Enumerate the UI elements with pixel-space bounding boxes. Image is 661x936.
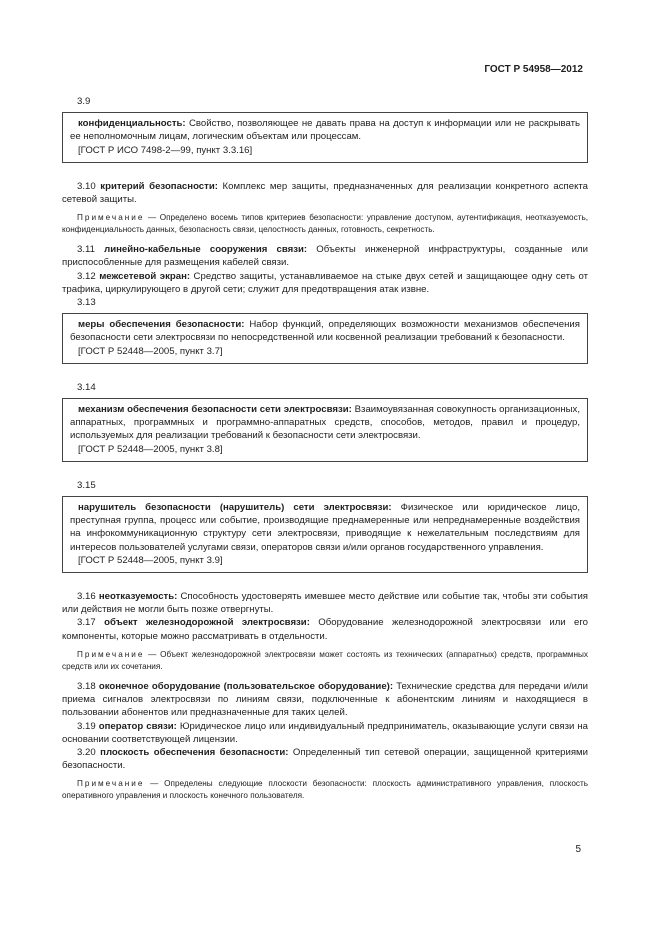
term: объект железнодорожной электросвязи: bbox=[104, 617, 310, 629]
document-page bbox=[62, 0, 588, 936]
term: механизм обеспечения безопасности сети электросвязи: bbox=[78, 404, 352, 416]
quoted-definition-box bbox=[62, 313, 588, 364]
entry-number: 3.9 bbox=[77, 96, 91, 107]
quoted-definition-box bbox=[62, 496, 588, 573]
entry-number: 3.14 bbox=[77, 381, 96, 393]
term: оконечное оборудование (пользовательское оборудование): bbox=[98, 680, 394, 692]
definition-text: Юридическое лицо или индивидуальный предприниматель, оказывающие услуги связи на основании соответствующей лицензии. bbox=[62, 720, 588, 745]
definition-text: Оборудование железнодорожной электросвязи или его компоненты, которые можно рассматривать в отдельности. bbox=[62, 617, 589, 642]
definition-text: Физическое или юридическое лицо, преступная группа, процесс или событие, производящие преднамеренные или непреднамеренные воздействия на инфокоммуникационную структуру сети электросвязи, приводящие к нежелательным последствиям для интересов пользователей услугами связи, операторов связи и/или органов государственного управления. bbox=[70, 502, 580, 553]
definition-text: Способность удостоверять имевшее место действие или событие так, чтобы эти события или действия не могли быть позже отвергнуты. bbox=[62, 591, 589, 616]
definition-text: Объекты инженерной инфраструктуры, созданные или приспособленные для размещения кабелей связи. bbox=[62, 244, 588, 269]
definition-text: Определенный тип сетевой операции, защищенной критериями безопасности. bbox=[62, 746, 588, 772]
note bbox=[62, 778, 588, 802]
entry-number: 3.13 bbox=[77, 297, 96, 309]
reference: [ГОСТ Р 52448—2005, пункт 3.9] bbox=[78, 554, 223, 566]
definition-paragraph bbox=[70, 403, 580, 443]
entry-number: 3.11 bbox=[77, 244, 95, 256]
reference: [ГОСТ Р 52448—2005, пункт 3.8] bbox=[78, 443, 223, 455]
note bbox=[62, 649, 588, 673]
definition-paragraph bbox=[62, 720, 588, 746]
note bbox=[62, 212, 588, 236]
term: плоскость обеспечения безопасности: bbox=[100, 746, 289, 758]
document-body bbox=[62, 95, 588, 802]
entry-number: 3.17 bbox=[77, 617, 96, 629]
definition-paragraph bbox=[62, 180, 588, 206]
entry-number: 3.12 bbox=[77, 270, 96, 282]
entry-number: 3.18 bbox=[77, 680, 96, 692]
page-number: 5 bbox=[575, 844, 581, 855]
definition-paragraph bbox=[62, 270, 588, 296]
term: критерий безопасности: bbox=[100, 180, 218, 192]
entry-number: 3.19 bbox=[77, 720, 96, 732]
quoted-definition-box bbox=[62, 398, 588, 462]
definition-paragraph bbox=[62, 243, 588, 269]
entry-number: 3.16 bbox=[77, 591, 96, 603]
definition-paragraph bbox=[62, 680, 588, 720]
note-text: — Определены следующие плоскости безопасности: плоскость административного управления, плоскость оперативного управления и плоскость конечного пользователя. bbox=[62, 779, 588, 801]
term: конфиденциальность: bbox=[78, 118, 186, 130]
document-header: ГОСТ Р 54958—2012 bbox=[484, 64, 583, 75]
definition-paragraph bbox=[62, 616, 588, 642]
term: нарушитель безопасности (нарушитель) сети электросвязи: bbox=[78, 502, 392, 514]
entry-number: 3.15 bbox=[77, 479, 96, 491]
definition-text: Свойство, позволяющее не давать права на доступ к информации или не раскрывать ее неполномочным лицам, логическим объектам или процессам. bbox=[70, 118, 580, 143]
definition-text: Технические средства для передачи и/или приема сигналов электросвязи по линиям связи, подключенные к абонентским линиям и находящиеся в пользовании абонентов или предназначенные для таких целей. bbox=[62, 680, 588, 719]
definition-paragraph bbox=[70, 117, 580, 143]
definition-paragraph bbox=[70, 318, 580, 344]
definition-paragraph bbox=[62, 590, 588, 616]
entry-number: 3.20 bbox=[77, 746, 96, 758]
reference: [ГОСТ Р 52448—2005, пункт 3.7] bbox=[78, 345, 223, 357]
note-text: — Объект железнодорожной электросвязи может состоять из технических (аппаратных) средств, программных средств или их сочетания. bbox=[62, 649, 588, 671]
note-label: Примечание bbox=[77, 213, 145, 223]
note-label: Примечание bbox=[77, 649, 145, 659]
quoted-definition-box bbox=[62, 112, 588, 163]
definition-text: Средство защиты, устанавливаемое на стыке двух сетей и защищающее одну сеть от трафика, циркулирующего в другой сети; служит для предотвращения атак извне. bbox=[62, 270, 588, 295]
term: линейно-кабельные сооружения связи: bbox=[104, 244, 308, 256]
definition-text: Набор функций, определяющих возможности механизмов обеспечения безопасности сети электросвязи по непосредственной или косвенной реализации требований к безопасности. bbox=[70, 319, 580, 344]
definition-paragraph bbox=[70, 501, 580, 554]
note-label: Примечание bbox=[77, 779, 145, 789]
term: оператор связи: bbox=[98, 720, 177, 732]
note-text: — Определено восемь типов критериев безопасности: управление доступом, аутентификация, неотказуемость, конфиденциальность данных, безопасность связи, целостность данных, готовность, секретность. bbox=[62, 213, 588, 235]
definition-text: Взаимоувязанная совокупность организационных, аппаратных, программных и программно-аппаратных средств, способов, методов, правил и процедур, используемых для реализации требований к безопасности сети электросвязи. bbox=[70, 404, 580, 442]
definition-paragraph bbox=[62, 746, 588, 772]
definition-text: Комплекс мер защиты, предназначенных для реализации конкретного аспекта сетевой защиты. bbox=[62, 180, 588, 206]
term: меры обеспечения безопасности: bbox=[78, 319, 245, 331]
entry-number: 3.10 bbox=[77, 180, 96, 192]
term: неотказуемость: bbox=[98, 591, 178, 603]
term: межсетевой экран: bbox=[99, 270, 191, 282]
reference: [ГОСТ Р ИСО 7498-2—99, пункт 3.3.16] bbox=[78, 144, 253, 156]
